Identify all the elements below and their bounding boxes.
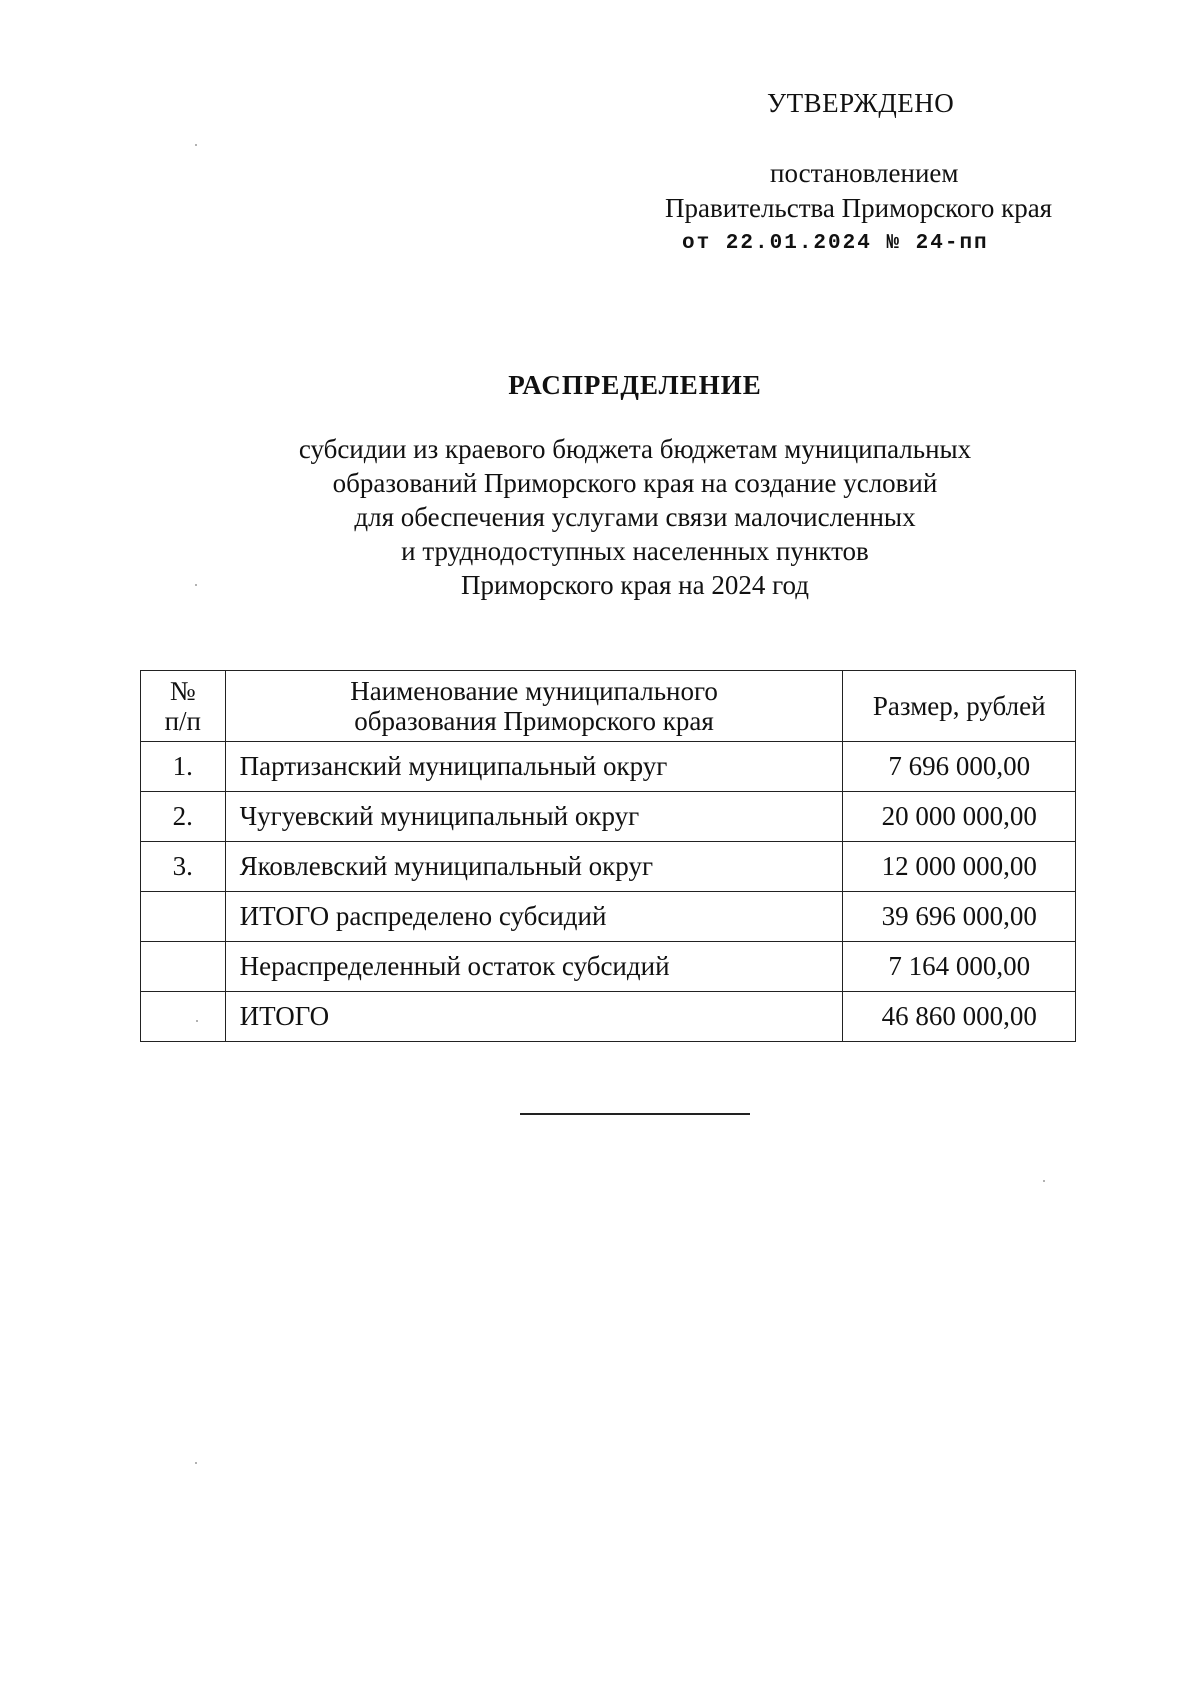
- table-row: [141, 742, 1076, 792]
- row-amount: 7 164 000,00: [843, 942, 1076, 992]
- document-subtitle: [0, 432, 1200, 602]
- header-amount: Размер, рублей: [843, 671, 1076, 742]
- header-name: [225, 671, 843, 742]
- row-amount: 12 000 000,00: [843, 842, 1076, 892]
- row-number: [141, 992, 226, 1042]
- decree-line: постановлением: [770, 158, 959, 188]
- date-number-stamp: от 22.01.2024 № 24-пп: [682, 232, 989, 255]
- subtitle-line: субсидии из краевого бюджета бюджетам муниципальных: [298, 434, 972, 464]
- government-line: Правительства Приморского края: [665, 193, 1053, 223]
- row-number: 2.: [141, 792, 226, 842]
- row-name: Нераспределенный остаток субсидий: [225, 942, 843, 992]
- header-number-line: №: [169, 676, 196, 706]
- row-number: [141, 942, 226, 992]
- table-header-row: [141, 671, 1076, 742]
- row-name: ИТОГО: [225, 992, 843, 1042]
- header-name-line: Наименование муниципального: [350, 676, 718, 706]
- subtitle-line: и труднодоступных населенных пунктов: [401, 536, 869, 566]
- header-number: [141, 671, 226, 742]
- scan-speck: [195, 1462, 197, 1464]
- scan-speck: [195, 584, 197, 586]
- row-name: ИТОГО распределено субсидий: [225, 892, 843, 942]
- row-amount: 39 696 000,00: [843, 892, 1076, 942]
- row-number: [141, 892, 226, 942]
- document-title: РАСПРЕДЕЛЕНИЕ: [508, 370, 762, 400]
- scan-speck: [1043, 1180, 1045, 1182]
- table-row: [141, 842, 1076, 892]
- row-amount: 20 000 000,00: [843, 792, 1076, 842]
- scan-speck: [196, 1020, 198, 1022]
- header-name-line: образования Приморского края: [354, 706, 714, 736]
- distribution-table: [140, 670, 1076, 1042]
- approved-heading: УТВЕРЖДЕНО: [767, 88, 955, 118]
- row-name: Партизанский муниципальный округ: [225, 742, 843, 792]
- table-row: [141, 892, 1076, 942]
- scan-speck: [195, 144, 197, 146]
- row-amount: 46 860 000,00: [843, 992, 1076, 1042]
- table-row: [141, 792, 1076, 842]
- header-number-line: п/п: [164, 706, 201, 736]
- end-rule: [520, 1113, 750, 1115]
- row-amount: 7 696 000,00: [843, 742, 1076, 792]
- subtitle-line: для обеспечения услугами связи малочисленных: [354, 502, 916, 532]
- subtitle-line: Приморского края на 2024 год: [461, 570, 809, 600]
- table-row: [141, 942, 1076, 992]
- table-row: [141, 992, 1076, 1042]
- subtitle-line: образований Приморского края на создание условий: [332, 468, 938, 498]
- row-name: Яковлевский муниципальный округ: [225, 842, 843, 892]
- row-number: 3.: [141, 842, 226, 892]
- row-name: Чугуевский муниципальный округ: [225, 792, 843, 842]
- row-number: 1.: [141, 742, 226, 792]
